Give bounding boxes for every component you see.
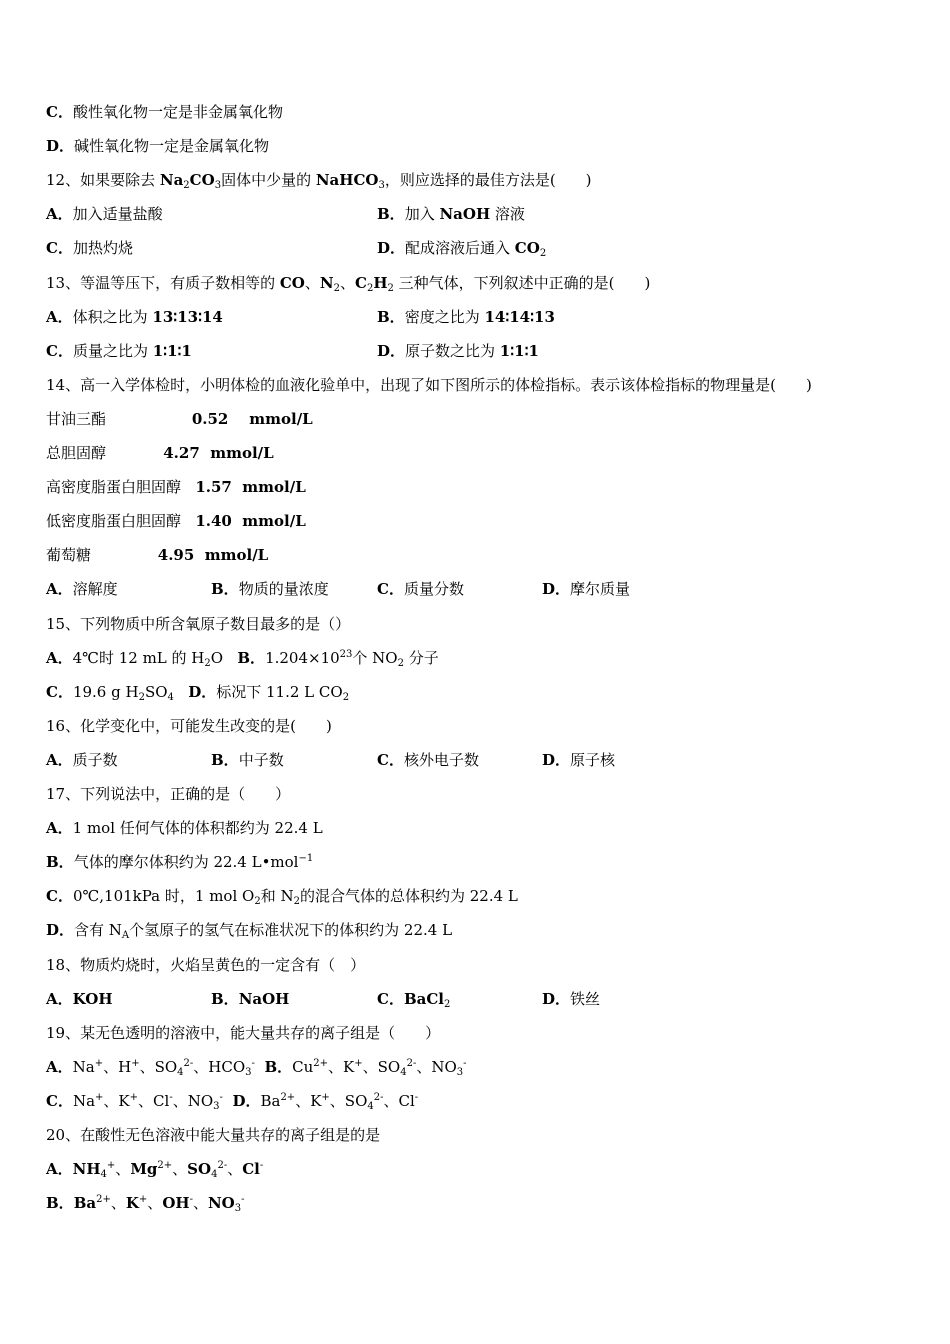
text-line bbox=[46, 375, 812, 395]
text-segment: A． bbox=[46, 1160, 73, 1179]
answer-option bbox=[46, 579, 118, 599]
text-segment: 和 N bbox=[260, 887, 294, 906]
text-segment: 总胆固醇 bbox=[46, 444, 164, 462]
text-line bbox=[46, 818, 323, 838]
text-segment: 2 bbox=[138, 691, 145, 703]
text-segment: 、HCO bbox=[193, 1057, 246, 1076]
text-segment: D． bbox=[377, 239, 406, 258]
text-segment: C． bbox=[46, 1091, 73, 1110]
text-line bbox=[46, 886, 518, 906]
text-segment: 低密度脂蛋白胆固醇 bbox=[46, 512, 196, 531]
text-segment: 12、如果要除去 bbox=[46, 171, 160, 190]
answer-option bbox=[211, 750, 284, 770]
text-segment: C． bbox=[46, 887, 73, 906]
text-segment: B． bbox=[211, 750, 239, 769]
text-segment: 、 bbox=[110, 1194, 126, 1213]
text-segment: B． bbox=[377, 307, 405, 326]
text-segment: 质量之比为 bbox=[72, 341, 153, 360]
text-line bbox=[46, 1091, 418, 1111]
text-segment: 、Cl bbox=[138, 1091, 170, 1110]
text-segment: 4 bbox=[367, 1100, 374, 1112]
text-line bbox=[46, 1193, 245, 1213]
text-segment: 2- bbox=[406, 1057, 417, 1069]
text-segment: 2 bbox=[333, 282, 340, 294]
text-line bbox=[46, 716, 332, 736]
text-segment: 1∶1∶1 bbox=[152, 341, 192, 360]
text-segment: 4 bbox=[400, 1066, 407, 1078]
text-segment: 2- bbox=[183, 1057, 194, 1069]
text-segment: 2 bbox=[387, 282, 394, 294]
text-segment: NaOH bbox=[238, 989, 290, 1008]
text-segment: + bbox=[94, 1057, 104, 1069]
answer-option bbox=[46, 307, 223, 327]
text-segment: 、 bbox=[339, 273, 355, 292]
text-segment: 4℃时 12 mL 的 H bbox=[72, 648, 205, 667]
text-segment: Ba bbox=[260, 1091, 281, 1110]
text-segment: 物质的量浓度 bbox=[238, 580, 329, 599]
text-segment: NO bbox=[207, 1194, 235, 1213]
text-segment: 三种气体，下列叙述中正确的是( ) bbox=[393, 273, 651, 292]
text-segment bbox=[174, 683, 188, 701]
text-segment: 中子数 bbox=[238, 750, 284, 769]
text-segment: A． bbox=[46, 750, 73, 769]
text-segment: 体积之比为 bbox=[72, 307, 153, 326]
text-segment: A． bbox=[46, 307, 73, 326]
text-line bbox=[46, 273, 650, 293]
text-segment: Na bbox=[72, 1091, 96, 1110]
text-segment: 固体中少量的 bbox=[221, 171, 316, 190]
text-segment: B． bbox=[377, 205, 405, 224]
text-segment: 碱性氧化物一定是金属氧化物 bbox=[74, 137, 270, 156]
text-segment: B． bbox=[211, 580, 239, 599]
text-segment: D． bbox=[46, 137, 75, 156]
text-segment: - bbox=[219, 1091, 223, 1103]
text-segment: 铁丝 bbox=[570, 989, 601, 1008]
text-segment: C． bbox=[46, 103, 73, 121]
text-segment: 2 bbox=[342, 691, 350, 703]
text-segment: C． bbox=[377, 750, 404, 769]
text-segment: 酸性氧化物一定是非金属氧化物 bbox=[72, 103, 283, 121]
text-segment: - bbox=[241, 1194, 245, 1206]
text-segment: 13、等温等压下，有质子数相等的 bbox=[46, 273, 280, 292]
text-segment: 14∶14∶13 bbox=[484, 307, 555, 326]
text-segment: Ba bbox=[73, 1194, 97, 1213]
text-segment: 2+ bbox=[313, 1057, 329, 1069]
text-segment: 、SO bbox=[139, 1057, 178, 1076]
text-segment: 个 NO bbox=[352, 648, 398, 667]
text-segment: 质量分数 bbox=[403, 580, 464, 599]
text-segment: 13∶13∶14 bbox=[152, 307, 223, 326]
text-segment: N bbox=[319, 273, 334, 292]
text-segment: −1 bbox=[298, 853, 314, 865]
text-segment: 2 bbox=[444, 998, 451, 1010]
text-segment: 2 bbox=[397, 657, 404, 669]
text-line bbox=[46, 682, 349, 702]
text-segment: 2+ bbox=[280, 1091, 296, 1103]
text-segment: B． bbox=[211, 989, 239, 1008]
text-segment: 4 bbox=[177, 1066, 184, 1078]
text-segment: ，则应选择的最佳方法是( ) bbox=[384, 171, 592, 190]
text-segment: C． bbox=[377, 989, 404, 1008]
text-segment: 甘油三酯 bbox=[46, 409, 192, 428]
text-segment: 4.27 mmol/L bbox=[163, 444, 274, 462]
text-segment: 标况下 11.2 L CO bbox=[216, 682, 343, 701]
text-segment: A． bbox=[46, 205, 73, 224]
text-segment: D． bbox=[188, 682, 217, 701]
text-line bbox=[46, 136, 269, 156]
text-line bbox=[46, 511, 306, 531]
text-segment: 、 bbox=[192, 1194, 208, 1213]
text-segment: 2 bbox=[183, 180, 190, 192]
text-segment: - bbox=[414, 1091, 419, 1103]
text-segment: B． bbox=[46, 853, 74, 872]
text-segment: 0.52 mmol/L bbox=[191, 409, 313, 428]
text-line bbox=[46, 170, 592, 190]
answer-option bbox=[377, 341, 539, 361]
text-segment: - bbox=[259, 1160, 264, 1172]
text-segment: H bbox=[373, 273, 388, 292]
answer-option bbox=[377, 579, 464, 599]
text-segment: CO bbox=[189, 171, 215, 190]
text-segment: 2 bbox=[204, 657, 211, 669]
answer-option bbox=[211, 579, 329, 599]
text-segment: 2 bbox=[254, 896, 261, 908]
text-segment: 15、下列物质中所含氧原子数目最多的是（） bbox=[46, 614, 351, 633]
text-segment: C． bbox=[377, 580, 404, 599]
text-segment: 配成溶液后通入 bbox=[405, 239, 515, 258]
text-segment: 2- bbox=[217, 1160, 228, 1172]
answer-option bbox=[542, 579, 630, 599]
text-segment: + bbox=[95, 1091, 104, 1103]
text-segment: 4.95 mmol/L bbox=[157, 546, 269, 565]
text-segment: 2- bbox=[373, 1091, 384, 1103]
text-segment: 4 bbox=[167, 691, 174, 703]
text-segment: 3 bbox=[214, 180, 222, 192]
answer-option bbox=[211, 989, 289, 1009]
text-line bbox=[46, 545, 268, 565]
text-segment: 20、在酸性无色溶液中能大量共存的离子组是的是 bbox=[46, 1126, 381, 1144]
text-segment: 1 mol 任何气体的体积都约为 22.4 L bbox=[72, 819, 323, 838]
text-line bbox=[46, 955, 365, 975]
text-segment: Na bbox=[159, 171, 184, 190]
answer-option bbox=[542, 989, 600, 1009]
text-segment: C bbox=[355, 273, 367, 292]
text-segment: A． bbox=[46, 989, 73, 1008]
text-segment: 分子 bbox=[403, 648, 439, 667]
text-segment: D． bbox=[232, 1091, 261, 1110]
text-segment: 2+ bbox=[96, 1194, 111, 1206]
text-segment: 、 bbox=[172, 1160, 188, 1179]
text-segment: D． bbox=[542, 989, 571, 1008]
text-segment: 2+ bbox=[157, 1160, 173, 1172]
text-segment: 3 bbox=[456, 1066, 464, 1078]
answer-option bbox=[46, 204, 163, 224]
text-segment: 高密度脂蛋白胆固醇 bbox=[46, 478, 196, 497]
text-segment: 14、高一入学体检时，小明体检的血液化验单中，出现了如下图所示的体检指标。表示该体检指标的物理量是( ) bbox=[46, 375, 812, 394]
text-segment: 溶解度 bbox=[72, 580, 118, 599]
text-segment: - bbox=[251, 1057, 255, 1069]
text-segment: 16、化学变化中，可能发生改变的是( ) bbox=[46, 716, 332, 735]
text-segment: A． bbox=[46, 819, 73, 838]
text-segment: 核外电子数 bbox=[403, 750, 479, 769]
text-line bbox=[46, 648, 439, 668]
text-segment: O bbox=[210, 648, 238, 667]
text-segment: D． bbox=[46, 921, 75, 940]
text-line bbox=[46, 477, 306, 497]
text-segment: 加热灼烧 bbox=[72, 239, 133, 258]
text-line bbox=[46, 614, 350, 634]
text-segment: OH bbox=[162, 1194, 190, 1213]
text-segment: + bbox=[131, 1057, 140, 1069]
text-segment: 3 bbox=[245, 1066, 252, 1078]
answer-option bbox=[46, 238, 133, 258]
text-segment: 、 bbox=[115, 1160, 131, 1179]
text-segment: 2 bbox=[366, 282, 374, 294]
text-segment: 4 bbox=[211, 1169, 218, 1181]
text-segment: 溶液 bbox=[490, 205, 525, 224]
text-segment: C． bbox=[46, 239, 73, 258]
text-segment: 、K bbox=[103, 1091, 130, 1110]
text-line bbox=[46, 1125, 380, 1145]
text-segment: NaHCO bbox=[315, 171, 379, 190]
text-segment: CO bbox=[279, 273, 305, 292]
text-segment: 密度之比为 bbox=[404, 307, 485, 326]
text-line bbox=[46, 102, 283, 122]
text-segment: B． bbox=[264, 1057, 293, 1076]
text-segment: 3 bbox=[378, 180, 385, 192]
text-segment: 质子数 bbox=[72, 750, 118, 769]
answer-option bbox=[377, 750, 479, 770]
text-segment: D． bbox=[542, 580, 571, 599]
answer-option bbox=[46, 989, 113, 1009]
text-segment: 、SO bbox=[329, 1091, 368, 1110]
text-segment: BaCl bbox=[403, 989, 444, 1008]
text-segment: - bbox=[463, 1057, 467, 1069]
text-segment: 、 bbox=[147, 1194, 163, 1213]
text-segment: 、K bbox=[328, 1057, 355, 1076]
text-segment: D． bbox=[542, 750, 571, 769]
text-segment: 1∶1∶1 bbox=[499, 341, 539, 360]
text-segment: 、K bbox=[295, 1091, 322, 1110]
text-segment: 3 bbox=[234, 1203, 242, 1215]
text-line bbox=[46, 920, 452, 940]
text-segment: 23 bbox=[339, 648, 353, 660]
text-segment: 葡萄糖 bbox=[46, 546, 158, 565]
text-segment: A bbox=[121, 930, 130, 942]
text-segment: A． bbox=[46, 580, 73, 599]
text-segment: 、H bbox=[103, 1057, 132, 1076]
text-segment: Na bbox=[72, 1057, 95, 1076]
text-segment: 、SO bbox=[362, 1057, 401, 1076]
answer-option bbox=[542, 750, 615, 770]
text-segment: 17、下列说法中，正确的是（ ） bbox=[46, 785, 291, 803]
text-line bbox=[46, 852, 313, 872]
text-segment: Mg bbox=[130, 1160, 158, 1179]
text-segment: 1.204×10 bbox=[265, 648, 340, 667]
text-segment: 个氢原子的氢气在标准状况下的体积约为 22.4 L bbox=[129, 921, 453, 940]
text-segment: NH bbox=[72, 1160, 101, 1179]
text-segment: C． bbox=[46, 341, 73, 360]
text-segment: Cl bbox=[242, 1160, 260, 1179]
answer-option bbox=[377, 204, 525, 224]
text-segment: + bbox=[106, 1160, 116, 1172]
answer-option bbox=[46, 750, 118, 770]
text-segment: + bbox=[354, 1057, 363, 1069]
text-segment: 0℃,101kPa 时，1 mol O bbox=[72, 887, 255, 906]
text-line bbox=[46, 1023, 440, 1043]
text-segment: NaOH bbox=[439, 205, 491, 224]
text-line bbox=[46, 1159, 263, 1179]
text-line bbox=[46, 443, 274, 463]
text-segment: B． bbox=[46, 1194, 74, 1213]
answer-option bbox=[46, 341, 192, 361]
text-segment: - bbox=[189, 1194, 193, 1206]
text-segment: 、 bbox=[304, 273, 320, 292]
text-segment: A． bbox=[46, 648, 73, 667]
answer-option bbox=[377, 307, 555, 327]
text-segment: - bbox=[169, 1091, 173, 1103]
text-segment: SO bbox=[187, 1160, 212, 1179]
text-segment: D． bbox=[377, 341, 406, 360]
text-segment: 加入适量盐酸 bbox=[72, 205, 163, 224]
text-segment: B． bbox=[237, 648, 266, 667]
text-segment: 、NO bbox=[172, 1091, 214, 1110]
text-segment: 1.40 mmol/L bbox=[195, 512, 306, 531]
text-segment: C． bbox=[46, 682, 73, 701]
text-segment: 2 bbox=[539, 248, 547, 260]
text-segment: 19、某无色透明的溶液中，能大量共存的离子组是（ ） bbox=[46, 1023, 441, 1042]
text-segment: 1.57 mmol/L bbox=[195, 478, 306, 497]
text-segment: 气体的摩尔体积约为 22.4 L•mol bbox=[73, 853, 299, 872]
text-line bbox=[46, 1057, 467, 1077]
text-segment: 含有 N bbox=[74, 921, 122, 940]
text-segment: 、Cl bbox=[383, 1091, 415, 1110]
answer-option bbox=[377, 238, 546, 258]
text-segment: 原子数之比为 bbox=[405, 341, 500, 360]
text-segment: CO bbox=[514, 239, 540, 258]
text-segment: K bbox=[125, 1194, 139, 1213]
text-segment: 3 bbox=[213, 1100, 220, 1112]
text-segment: 、 bbox=[227, 1160, 243, 1179]
text-segment: 的混合气体的总体积约为 22.4 L bbox=[299, 887, 518, 906]
text-line bbox=[46, 784, 290, 804]
text-segment: 、NO bbox=[416, 1057, 457, 1076]
text-segment: + bbox=[321, 1091, 330, 1103]
text-segment: + bbox=[138, 1194, 148, 1206]
text-segment: 4 bbox=[100, 1169, 107, 1181]
text-segment: 加入 bbox=[404, 205, 440, 224]
text-segment: + bbox=[129, 1091, 139, 1103]
text-segment: A． bbox=[46, 1057, 73, 1076]
text-line bbox=[46, 409, 313, 429]
text-segment: SO bbox=[144, 682, 168, 701]
text-segment: 摩尔质量 bbox=[570, 580, 631, 599]
text-segment: 19.6 g H bbox=[72, 682, 139, 701]
answer-option bbox=[377, 989, 450, 1009]
text-segment: 2 bbox=[293, 896, 300, 908]
text-segment: 原子核 bbox=[570, 750, 616, 769]
text-segment: Cu bbox=[292, 1057, 314, 1076]
text-segment: 18、物质灼烧时，火焰呈黄色的一定含有（ ） bbox=[46, 955, 366, 974]
text-segment: KOH bbox=[72, 989, 113, 1008]
